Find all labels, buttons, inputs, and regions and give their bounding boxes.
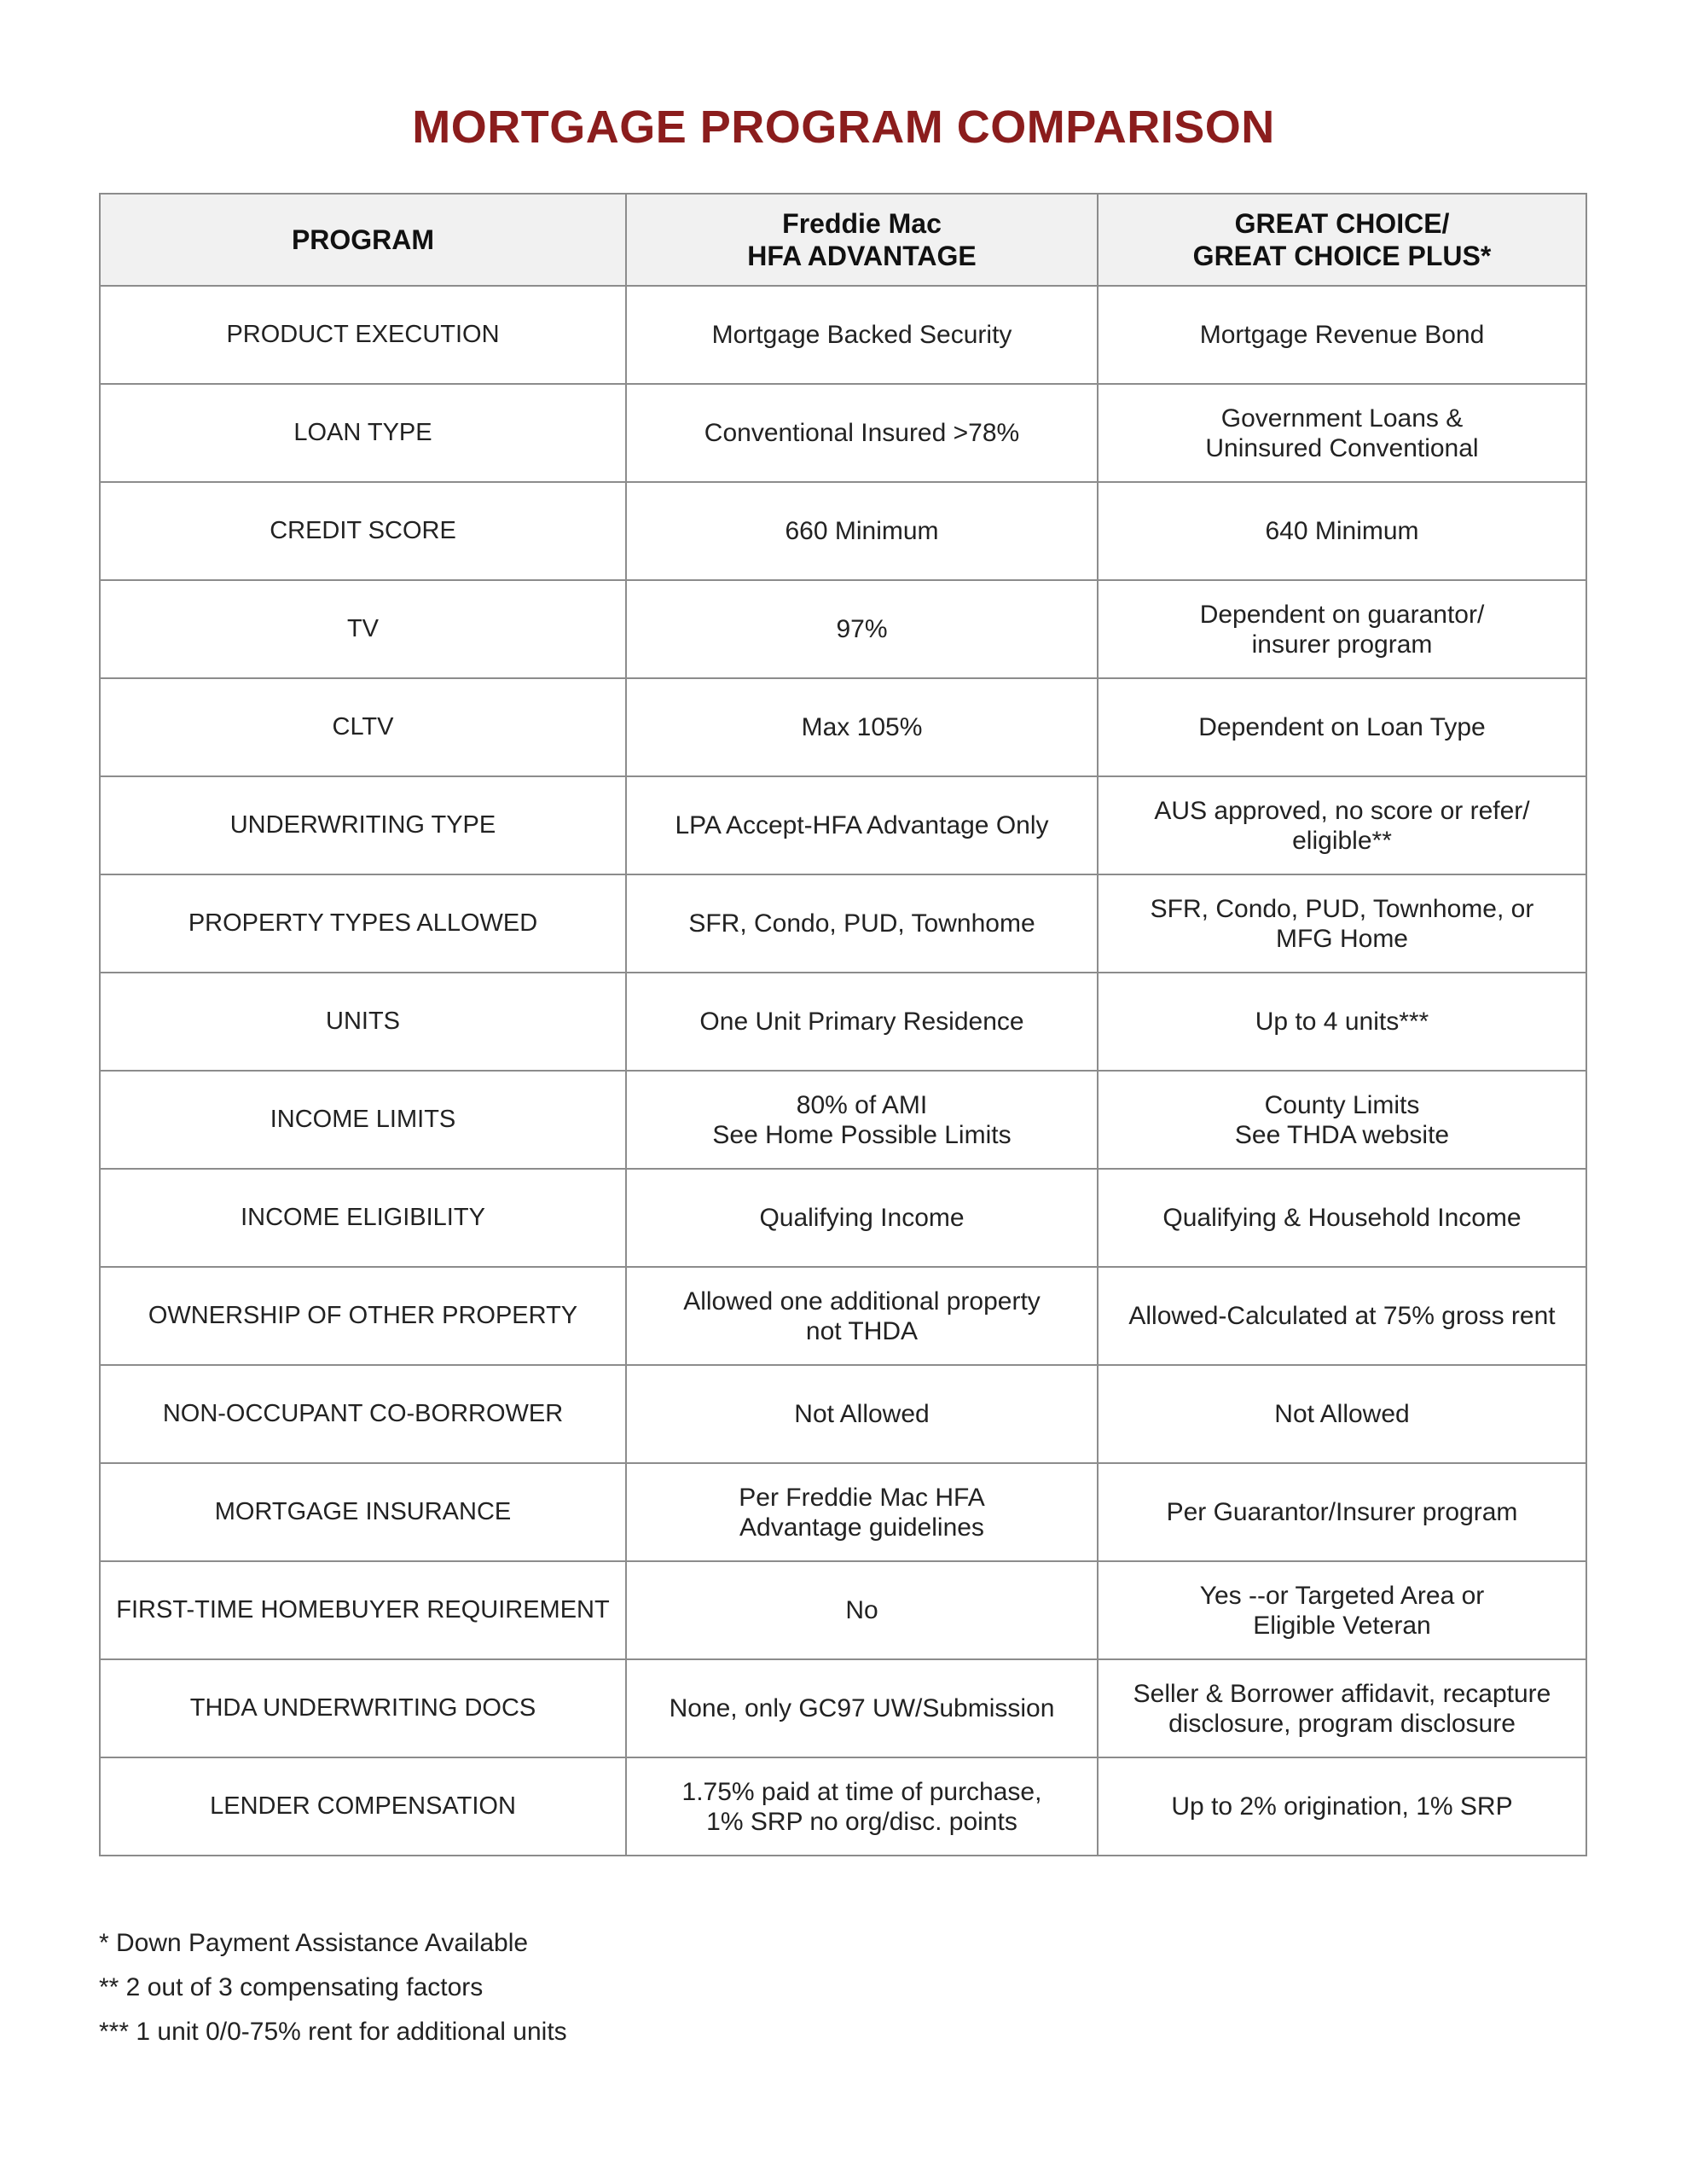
row-label: THDA UNDERWRITING DOCS [100,1659,626,1757]
cell-line: No [845,1596,878,1624]
comparison-table [99,193,1587,1856]
great-choice-value [1098,678,1586,776]
page-title: MORTGAGE PROGRAM COMPARISON [412,102,1275,153]
freddie-mac-value [626,678,1098,776]
cell-line: LPA Accept-HFA Advantage Only [675,811,1049,839]
freddie-mac-value [626,1757,1098,1856]
great-choice-value [1098,482,1586,580]
cell-line: disclosure, program disclosure [1168,1709,1516,1738]
row-label: UNDERWRITING TYPE [100,776,626,874]
cell-line: Not Allowed [794,1400,930,1428]
table-row [100,1071,1586,1169]
table-header [100,194,1586,286]
row-label: CLTV [100,678,626,776]
table-row [100,286,1586,384]
table-row [100,1169,1586,1267]
cell-line: Seller & Borrower affidavit, recapture [1133,1679,1551,1708]
header-program [100,194,626,286]
cell-line: Up to 4 units*** [1255,1008,1429,1036]
table-body [100,286,1586,1856]
table-row [100,580,1586,678]
freddie-mac-value [626,874,1098,973]
cell-line: County Limits [1264,1090,1420,1119]
cell-line: Mortgage Backed Security [711,321,1012,349]
cell-line: GREAT CHOICE/ [1234,208,1450,239]
cell-line: 1.75% paid at time of purchase, [681,1777,1042,1806]
freddie-mac-value [626,580,1098,678]
row-label: PRODUCT EXECUTION [100,286,626,384]
cell-line: Government Loans & [1220,404,1464,433]
cell-line: PROGRAM [291,224,435,255]
freddie-mac-value [626,482,1098,580]
freddie-mac-value [626,384,1098,482]
great-choice-value [1098,1561,1586,1659]
great-choice-value [1098,1365,1586,1463]
table-row [100,1659,1586,1757]
cell-line: eligible** [1292,826,1392,855]
freddie-mac-value [626,776,1098,874]
cell-line: HFA ADVANTAGE [747,241,977,271]
freddie-mac-value [626,1659,1098,1757]
row-label: INCOME LIMITS [100,1071,626,1169]
freddie-mac-value [626,1169,1098,1267]
cell-line: AUS approved, no score or refer/ [1154,796,1530,825]
footnote: ** 2 out of 3 compensating factors [99,1973,484,2001]
header-row [100,194,1586,286]
great-choice-value [1098,1169,1586,1267]
cell-line: 80% of AMI [796,1090,928,1119]
header-freddie-mac [626,194,1098,286]
cell-line: Mortgage Revenue Bond [1199,321,1485,349]
great-choice-value [1098,1659,1586,1757]
great-choice-value [1098,973,1586,1071]
cell-line: Advantage guidelines [739,1513,984,1542]
cell-line: 97% [836,615,888,643]
cell-line: SFR, Condo, PUD, Townhome [688,909,1035,938]
table-row [100,776,1586,874]
cell-line: 640 Minimum [1265,517,1419,545]
great-choice-value [1098,384,1586,482]
cell-line: Eligible Veteran [1253,1611,1431,1640]
cell-line: Conventional Insured >78% [704,419,1020,447]
cell-line: Allowed one additional property [683,1287,1041,1316]
footnotes [99,1921,567,2054]
cell-line: Qualifying & Household Income [1162,1204,1522,1232]
table-row [100,973,1586,1071]
cell-line: See Home Possible Limits [712,1120,1012,1149]
cell-line: None, only GC97 UW/Submission [669,1694,1055,1722]
cell-line: Max 105% [801,713,923,741]
table-row [100,874,1586,973]
cell-line: Dependent on guarantor/ [1199,600,1485,629]
cell-line: GREAT CHOICE PLUS* [1192,241,1492,271]
cell-line: MFG Home [1275,924,1408,953]
great-choice-value [1098,1463,1586,1561]
cell-line: Allowed-Calculated at 75% gross rent [1128,1302,1556,1330]
great-choice-value [1098,874,1586,973]
table-row [100,678,1586,776]
freddie-mac-value [626,1365,1098,1463]
cell-line: Freddie Mac [782,208,942,239]
great-choice-value [1098,1071,1586,1169]
footnote: *** 1 unit 0/0-75% rent for additional units [99,2018,567,2046]
cell-line: Per Freddie Mac HFA [739,1483,985,1512]
row-label: FIRST-TIME HOMEBUYER REQUIREMENT [100,1561,626,1659]
cell-line: Up to 2% origination, 1% SRP [1171,1792,1513,1821]
row-label: OWNERSHIP OF OTHER PROPERTY [100,1267,626,1365]
header-great-choice [1098,194,1586,286]
table-row [100,482,1586,580]
row-label: NON-OCCUPANT CO-BORROWER [100,1365,626,1463]
great-choice-value [1098,776,1586,874]
row-label: PROPERTY TYPES ALLOWED [100,874,626,973]
row-label: LOAN TYPE [100,384,626,482]
freddie-mac-value [626,1561,1098,1659]
freddie-mac-value [626,973,1098,1071]
table-row [100,1267,1586,1365]
table-row [100,1757,1586,1856]
cell-line: 1% SRP no org/disc. points [706,1807,1017,1836]
cell-line: insurer program [1251,630,1433,659]
cell-line: not THDA [805,1316,919,1345]
table-row [100,1463,1586,1561]
cell-line: Yes --or Targeted Area or [1199,1581,1485,1610]
cell-line: Uninsured Conventional [1205,433,1479,462]
row-label: MORTGAGE INSURANCE [100,1463,626,1561]
cell-line: 660 Minimum [785,517,939,545]
freddie-mac-value [626,1463,1098,1561]
great-choice-value [1098,286,1586,384]
cell-line: Qualifying Income [759,1204,965,1232]
cell-line: Dependent on Loan Type [1198,713,1486,741]
row-label: UNITS [100,973,626,1071]
cell-line: Per Guarantor/Insurer program [1166,1498,1518,1526]
table-row [100,1365,1586,1463]
great-choice-value [1098,1757,1586,1856]
cell-line: Not Allowed [1274,1400,1410,1428]
row-label: TV [100,580,626,678]
great-choice-value [1098,1267,1586,1365]
great-choice-value [1098,580,1586,678]
freddie-mac-value [626,286,1098,384]
table-row [100,384,1586,482]
table-row [100,1561,1586,1659]
freddie-mac-value [626,1071,1098,1169]
row-label: CREDIT SCORE [100,482,626,580]
freddie-mac-value [626,1267,1098,1365]
row-label: INCOME ELIGIBILITY [100,1169,626,1267]
cell-line: SFR, Condo, PUD, Townhome, or [1150,894,1534,923]
cell-line: See THDA website [1234,1120,1450,1149]
row-label: LENDER COMPENSATION [100,1757,626,1856]
footnote: * Down Payment Assistance Available [99,1929,529,1957]
cell-line: One Unit Primary Residence [699,1008,1024,1036]
